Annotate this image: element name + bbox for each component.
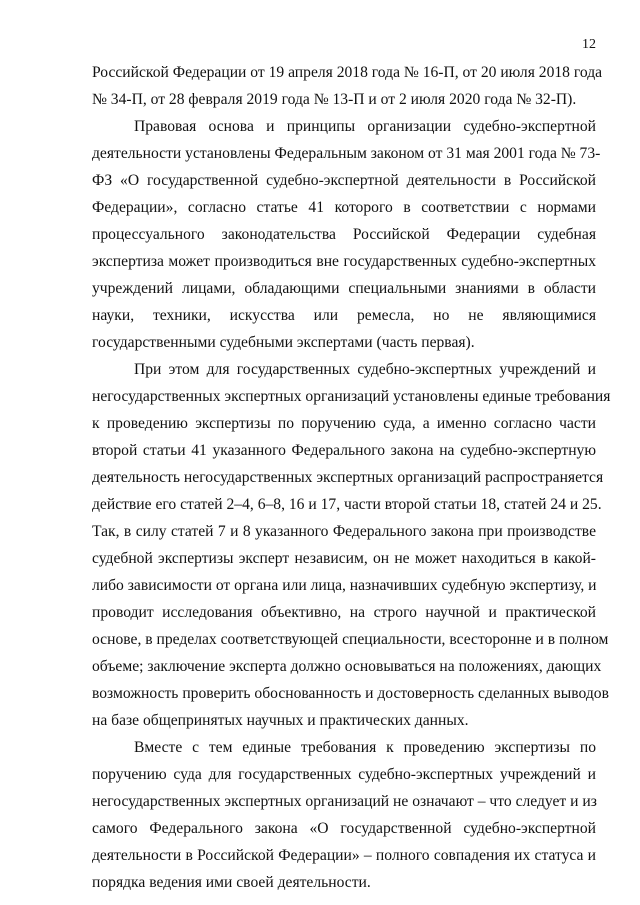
text-line: на базе общепринятых научных и практических данных. [92, 712, 469, 729]
text-line: Правовая основа и принципы организации судебно-экспертной [134, 118, 596, 135]
text-line: действие его статей 2–4, 6–8, 16 и 17, части второй статьи 18, статей 24 и 25. [92, 496, 602, 513]
text-line: государственными судебными экспертами (часть первая). [92, 334, 475, 351]
text-line: поручению суда для государственных судебно-экспертных учреждений и [92, 766, 596, 783]
text-line: ФЗ «О государственной судебно-экспертной деятельности в Российской [92, 172, 596, 189]
text-line: основе, в пределах соответствующей специальности, всесторонне и в полном [92, 631, 609, 648]
text-line: судебной экспертизы эксперт независим, он не может находиться в какой- [92, 550, 596, 567]
text-line: Федерации», согласно статье 41 которого в соответствии с нормами [92, 199, 596, 216]
text-line: негосударственных экспертных организаций не означают – что следует и из [92, 793, 597, 810]
text-line: деятельности установлены Федеральным законом от 31 мая 2001 года № 73- [92, 145, 601, 162]
text-line: самого Федерального закона «О государственной судебно-экспертной [92, 820, 596, 837]
text-line: № 34-П, от 28 февраля 2019 года № 13-П и от 2 июля 2020 года № 32-П). [92, 91, 577, 108]
text-line: возможность проверить обоснованность и достоверность сделанных выводов [92, 685, 609, 702]
text-line: науки, техники, искусства или ремесла, но не являющимися [92, 307, 596, 324]
page-number: 12 [582, 37, 596, 52]
text-line: учреждений лицами, обладающими специальными знаниями в области [92, 280, 596, 297]
paragraph [92, 59, 603, 113]
text-line: Вместе с тем единые требования к проведению экспертизы по [134, 739, 596, 756]
text-line: порядка ведения ими своей деятельности. [92, 874, 371, 891]
text-line: При этом для государственных судебно-экспертных учреждений и [134, 361, 596, 378]
paragraph [92, 734, 596, 896]
text-line: объеме; заключение эксперта должно основываться на положениях, дающих [92, 658, 602, 675]
paragraph [92, 356, 611, 734]
text-line: Российской Федерации от 19 апреля 2018 года № 16-П, от 20 июля 2018 года [92, 64, 603, 81]
text-line: негосударственных экспертных организаций установлены единые требования [92, 388, 611, 405]
text-line: экспертиза может производиться вне государственных судебно-экспертных [92, 253, 596, 270]
text-line: проводит исследования объективно, на строго научной и практической [92, 604, 596, 621]
text-line: Так, в силу статей 7 и 8 указанного Федерального закона при производстве [92, 523, 596, 540]
text-line: второй статьи 41 указанного Федерального закона на судебно-экспертную [92, 442, 596, 459]
text-line: процессуального законодательства Российской Федерации судебная [92, 226, 596, 243]
text-line: либо зависимости от органа или лица, назначивших судебную экспертизу, и [92, 577, 597, 594]
paragraph [92, 113, 601, 356]
document-body [92, 59, 611, 896]
text-line: деятельность негосударственных экспертных организаций распространяется [92, 469, 604, 486]
text-line: деятельности в Российской Федерации» – полного совпадения их статуса и [92, 847, 596, 864]
text-line: к проведению экспертизы по поручению суда, а именно согласно части [92, 415, 596, 432]
